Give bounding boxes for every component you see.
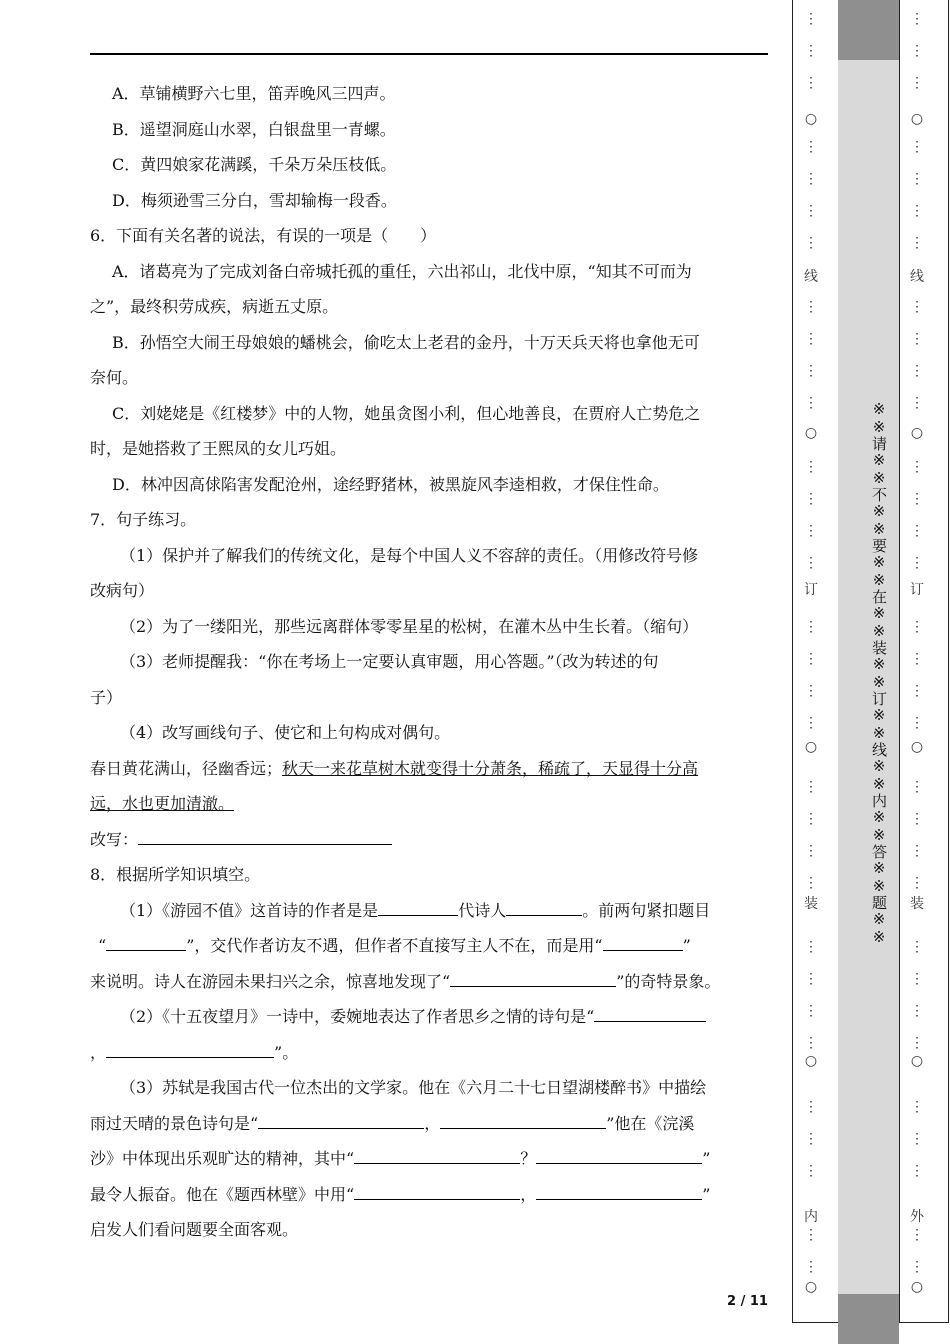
- inner-dot-mark: ⋮: [804, 555, 818, 571]
- q8-part2-text-a: （2）《十五夜望月》一诗中，委婉地表达了作者思乡之情的诗句是“: [120, 1007, 595, 1026]
- outer-dot-mark: ⋮: [910, 491, 924, 507]
- outer-bottom-circle-mark: ○: [910, 1279, 924, 1295]
- q8-part3-text-h: ，: [520, 1184, 537, 1204]
- inner-seal-word-1: 订: [804, 582, 818, 598]
- q8-part3-text-c: ”他在《浣溪: [606, 1113, 695, 1133]
- q8-blank-scene[interactable]: [450, 970, 616, 987]
- q6-option-b: B．孙悟空大闹王母娘娘的蟠桃会，偷吃太上老君的金丹，十万天兵天将也拿他无可: [112, 332, 700, 352]
- q6-option-a: A．诸葛亮为了完成刘备白帝城托孤的重任，六出祁山，北伐中原，“知其不可而为: [112, 261, 692, 281]
- outer-dot-mark: ⋮: [910, 651, 924, 667]
- inner-circle-mark: ○: [804, 425, 818, 441]
- q7-part4: （4）改写画线句子、使它和上句构成对偶句。: [120, 723, 451, 742]
- inner-dot-mark: ⋮: [804, 1003, 818, 1019]
- q8-blank-rain1[interactable]: [258, 1112, 424, 1129]
- q8-part1-text-d: “: [98, 936, 107, 955]
- outer-dot-mark: ⋮: [910, 1099, 924, 1115]
- binding-top-block: [838, 0, 899, 60]
- inner-dot-mark: ⋮: [804, 1099, 818, 1115]
- q7-part4-sentence-cont: [90, 786, 780, 822]
- outer-seal-word-1: 订: [910, 582, 924, 598]
- outer-dot-mark: ⋮: [910, 683, 924, 699]
- outer-dot-mark: ⋮: [910, 555, 924, 571]
- q7-part1: （1）保护并了解我们的传统文化，是每个中国人义不容辞的责任。（用修改符号修: [120, 545, 699, 565]
- inner-circle-mark: ○: [804, 739, 818, 755]
- q8-part3-line1: （3）苏轼是我国古代一位杰出的文学家。他在《六月二十七日望湖楼醉书》中描绘: [120, 1078, 707, 1097]
- outer-dot-mark: ⋮: [910, 1227, 924, 1243]
- binding-bottom-block: [838, 1294, 899, 1344]
- q8-part3-text-d: 沙》中体现出乐观旷达的精神，其中“: [90, 1149, 355, 1168]
- q8-part1-text-b: 代诗人: [458, 900, 507, 920]
- inner-seal-word-0: 线: [804, 269, 818, 285]
- q6-stem: 6．下面有关名著的说法，有误的一项是（ ）: [90, 226, 437, 245]
- inner-dot-mark: ⋮: [804, 1259, 818, 1275]
- q8-part1-text-f: ”: [682, 936, 691, 955]
- q7-part4-underlined-cont: 远，水也更加清澈。: [90, 794, 235, 813]
- inner-dot-mark: ⋮: [804, 363, 818, 379]
- inner-dot-mark: ⋮: [804, 43, 818, 59]
- inner-dot-mark: ⋮: [804, 203, 818, 219]
- q6-option-c-cont: 时，是她搭救了王熙凤的女儿巧姐。: [90, 439, 347, 458]
- q8-part3-text-i: ”: [702, 1184, 711, 1204]
- outer-dot-mark: ⋮: [910, 811, 924, 827]
- q6-option-d: D．林冲因高俅陷害发配沧州，途经野猪林，被黑旋风李逵相救，才保住性命。: [112, 474, 669, 494]
- q8-part3-text-g: 最令人振奋。他在《题西林壁》中用“: [90, 1184, 355, 1204]
- outer-dot-mark: ⋮: [910, 395, 924, 411]
- q8-part3-text-a: 雨过天晴的景色诗句是“: [90, 1113, 259, 1133]
- q8-blank-author[interactable]: [506, 899, 582, 916]
- outer-dot-mark: ⋮: [910, 235, 924, 251]
- inner-dot-mark: ⋮: [804, 651, 818, 667]
- q5-option-b: B．遥望洞庭山水翠，白银盘里一青螺。: [112, 119, 396, 139]
- inner-dot-mark: ⋮: [804, 939, 818, 955]
- inner-dot-mark: ⋮: [804, 491, 818, 507]
- inner-dot-mark: ⋮: [804, 779, 818, 795]
- outer-dot-mark: ⋮: [910, 715, 924, 731]
- q7-part3: （3）老师提醒我：“你在考场上一定要认真审题，用心答题。”（改为转述的句: [120, 652, 659, 671]
- inner-dot-mark: ⋮: [804, 843, 818, 859]
- inner-dot-mark: ⋮: [804, 299, 818, 315]
- q8-part3-text-f: ”: [702, 1149, 711, 1168]
- inner-seal-word-2: 装: [804, 896, 818, 912]
- inner-dot-mark: ⋮: [804, 75, 818, 91]
- outer-dot-mark: ⋮: [910, 971, 924, 987]
- inner-dot-mark: ⋮: [804, 139, 818, 155]
- q8-part3-line4: [90, 1177, 780, 1213]
- q8-blank-optimism1[interactable]: [354, 1147, 520, 1164]
- q8-part1-line2: [90, 928, 780, 964]
- inner-dot-mark: ⋮: [804, 395, 818, 411]
- outer-dot-mark: ⋮: [910, 779, 924, 795]
- outer-dot-mark: ⋮: [910, 1003, 924, 1019]
- inner-dot-mark: ⋮: [804, 459, 818, 475]
- inner-dot-mark: ⋮: [804, 331, 818, 347]
- inner-seal-word-3: 内: [804, 1209, 818, 1225]
- q8-part1-text-g: 来说明。诗人在游园未果扫兴之余，惊喜地发现了“: [90, 971, 451, 991]
- q8-part1-line1: [90, 893, 780, 929]
- outer-dot-mark: ⋮: [910, 43, 924, 59]
- outer-dot-mark: ⋮: [910, 363, 924, 379]
- q8-stem: 8．根据所学知识填空。: [90, 865, 261, 884]
- outer-dot-mark: ⋮: [910, 11, 924, 27]
- outer-circle-mark: ○: [910, 425, 924, 441]
- binding-notice: ※※请※※不※※要※※在※※装※※订※※线※※内※※答※※题※※: [870, 400, 888, 946]
- q6-option-c: C．刘姥姥是《红楼梦》中的人物，她虽贪图小利，但心地善良，在贾府人亡势危之: [112, 403, 701, 423]
- inner-dot-mark: ⋮: [804, 1163, 818, 1179]
- outer-dot-mark: ⋮: [910, 1035, 924, 1051]
- q8-part2-line2: [90, 1035, 780, 1071]
- q8-part1-text-c: 。前两句紧扣题目: [582, 900, 711, 920]
- inner-dot-mark: ⋮: [804, 619, 818, 635]
- outer-circle-mark: ○: [910, 111, 924, 127]
- inner-dot-mark: ⋮: [804, 11, 818, 27]
- q7-part2: （2）为了一缕阳光，那些远离群体零零星星的松树，在灌木丛中生长着。（缩句）: [120, 616, 699, 636]
- q8-blank-line1[interactable]: [106, 934, 186, 951]
- q5-option-d: D．梅须逊雪三分白，雪却输梅一段香。: [112, 190, 397, 210]
- inner-bottom-circle-mark: ○: [804, 1279, 818, 1295]
- outer-dot-mark: ⋮: [910, 939, 924, 955]
- q8-part1-text-a: （1）《游园不值》这首诗的作者是是: [120, 900, 379, 920]
- q5-option-c: C．黄四娘家花满蹊，千朵万朵压枝低。: [112, 155, 397, 174]
- page-number: 2 / 11: [727, 1294, 768, 1309]
- q8-part1-line3: [90, 964, 780, 1000]
- q7-part1-cont: 改病句）: [90, 581, 155, 600]
- inner-circle-mark: ○: [804, 111, 818, 127]
- outer-dot-mark: ⋮: [910, 1131, 924, 1147]
- q8-blank-dynasty[interactable]: [378, 899, 458, 916]
- inner-dot-mark: ⋮: [804, 1035, 818, 1051]
- outer-circle-mark: ○: [910, 1053, 924, 1069]
- outer-dot-mark: ⋮: [910, 171, 924, 187]
- q6-option-b-cont: 奈何。: [90, 368, 139, 387]
- outer-dot-mark: ⋮: [910, 75, 924, 91]
- outer-seal-word-3: 外: [910, 1209, 924, 1225]
- q8-part3-text-e: ？: [520, 1149, 537, 1168]
- q7-part4-sentence: [90, 751, 780, 787]
- q8-part2-line1: [90, 999, 780, 1035]
- q8-part2-text-b: ，: [90, 1042, 107, 1062]
- q8-part1-text-e: ”，交代作者访友不遇，但作者不直接写主人不在，而是用“: [186, 936, 603, 955]
- inner-dot-mark: ⋮: [804, 235, 818, 251]
- outer-dot-mark: ⋮: [910, 1163, 924, 1179]
- outer-dot-mark: ⋮: [910, 843, 924, 859]
- q8-blank-optimism2[interactable]: [536, 1147, 702, 1164]
- inner-dot-mark: ⋮: [804, 1227, 818, 1243]
- q8-part3-line5: 启发人们看问题要全面客观。: [90, 1220, 299, 1239]
- q7-part4-plain: 春日黄花满山，径幽香远；: [90, 758, 283, 778]
- outer-dot-mark: ⋮: [910, 619, 924, 635]
- outer-dot-mark: ⋮: [910, 299, 924, 315]
- outer-seal-word-2: 装: [910, 896, 924, 912]
- q6-option-a-cont: 之”，最终积劳成疾，病逝五丈原。: [90, 297, 339, 316]
- q8-blank-line2[interactable]: [603, 934, 683, 951]
- q7-rewrite-label: 改写：: [90, 829, 139, 849]
- exam-content: [90, 76, 780, 1248]
- inner-dot-mark: ⋮: [804, 811, 818, 827]
- q5-option-a: A．草铺横野六七里，笛弄晚风三四声。: [112, 84, 396, 103]
- q8-part1-text-h: ”的奇特景象。: [616, 971, 721, 991]
- outer-circle-mark: ○: [910, 739, 924, 755]
- outer-dot-mark: ⋮: [910, 1259, 924, 1275]
- outer-dot-mark: ⋮: [910, 523, 924, 539]
- outer-dot-mark: ⋮: [910, 203, 924, 219]
- q8-blank-homesick2[interactable]: [106, 1041, 274, 1058]
- outer-seal-word-0: 线: [910, 269, 924, 285]
- header-rule: [90, 53, 768, 55]
- inner-dot-mark: ⋮: [804, 971, 818, 987]
- inner-dot-mark: ⋮: [804, 715, 818, 731]
- q7-rewrite-blank[interactable]: [138, 828, 392, 845]
- inner-dot-mark: ⋮: [804, 683, 818, 699]
- q7-rewrite-line: [90, 822, 780, 858]
- outer-dot-mark: ⋮: [910, 875, 924, 891]
- inner-dot-mark: ⋮: [804, 1131, 818, 1147]
- inner-dot-mark: ⋮: [804, 171, 818, 187]
- q8-part3-text-b: ，: [424, 1113, 441, 1133]
- q8-blank-rain2[interactable]: [440, 1112, 606, 1129]
- q7-part3-cont: 子）: [90, 687, 123, 707]
- q8-part2-text-c: ”。: [274, 1042, 299, 1062]
- q7-part4-underlined: 秋天一来花草树木就变得十分萧条，稀疏了，天显得十分高: [282, 758, 699, 778]
- q8-blank-homesick1[interactable]: [594, 1005, 706, 1022]
- q8-blank-xilin2[interactable]: [536, 1183, 702, 1200]
- inner-dot-mark: ⋮: [804, 523, 818, 539]
- q7-stem: 7．句子练习。: [90, 510, 197, 529]
- inner-circle-mark: ○: [804, 1053, 818, 1069]
- inner-dot-mark: ⋮: [804, 875, 818, 891]
- q8-part3-line2: [90, 1106, 780, 1142]
- outer-dot-mark: ⋮: [910, 331, 924, 347]
- outer-dot-mark: ⋮: [910, 139, 924, 155]
- q8-blank-xilin1[interactable]: [354, 1183, 520, 1200]
- outer-dot-mark: ⋮: [910, 459, 924, 475]
- q8-part3-line3: [90, 1141, 780, 1177]
